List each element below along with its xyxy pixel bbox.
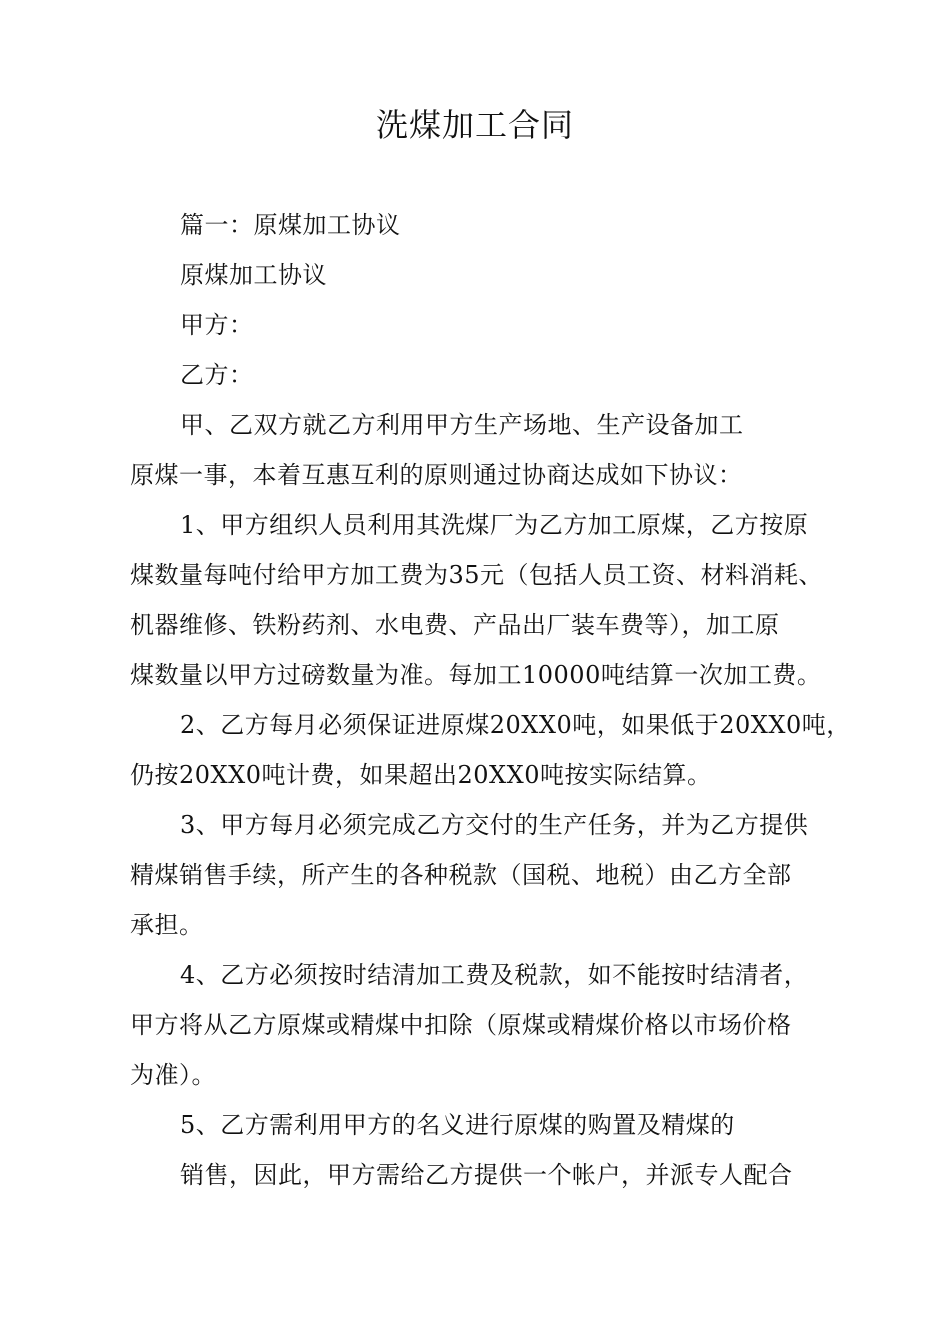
section-heading: 篇一：原煤加工协议 [180,211,401,239]
clause-4-line: 4、乙方必须按时结清加工费及税款，如不能按时结清者， [180,961,809,989]
clause-1-line: 煤数量每吨付给甲方加工费为35元（包括人员工资、材料消耗、 [130,561,824,589]
preamble-line: 甲、乙双方就乙方利用甲方生产场地、生产设备加工 [180,411,744,439]
clause-4-line: 为准）。 [130,1061,216,1089]
clause-1-line: 机器维修、铁粉药剂、水电费、产品出厂装车费等），加工原 [130,611,780,639]
clause-5-line: 销售，因此，甲方需给乙方提供一个帐户，并派专人配合 [180,1161,793,1189]
clause-3-line: 承担。 [130,911,204,939]
clause-2-line: 2、乙方每月必须保证进原煤20XX0吨，如果低于20XX0吨， [180,711,851,739]
clause-5-line: 5、乙方需利用甲方的名义进行原煤的购置及精煤的 [180,1111,735,1139]
clause-3-line: 精煤销售手续，所产生的各种税款（国税、地税）由乙方全部 [130,861,792,889]
clause-4-line: 甲方将从乙方原煤或精煤中扣除（原煤或精煤价格以市场价格 [130,1011,792,1039]
clause-2-line: 仍按20XX0吨计费，如果超出20XX0吨按实际结算。 [130,761,712,789]
clause-3-line: 3、甲方每月必须完成乙方交付的生产任务，并为乙方提供 [180,811,809,839]
agreement-title: 原煤加工协议 [180,261,327,289]
clause-1-line: 煤数量以甲方过磅数量为准。每加工10000吨结算一次加工费。 [130,661,822,689]
party-a-label: 甲方： [180,311,254,339]
document-title: 洗煤加工合同 [375,106,574,144]
party-b-label: 乙方： [180,361,254,389]
clause-1-line: 1、甲方组织人员利用其洗煤厂为乙方加工原煤，乙方按原 [180,511,809,539]
preamble-line: 原煤一事，本着互惠互利的原则通过协商达成如下协议： [130,461,743,489]
